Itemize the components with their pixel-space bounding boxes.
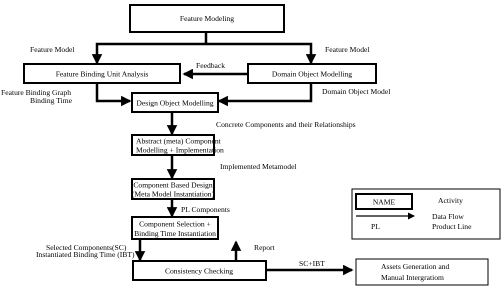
node-cbd-label-line2: (Meta Model Instantiation) xyxy=(131,189,215,199)
node-consistency-checking xyxy=(133,261,266,280)
label-feature-model-left: Feature Model xyxy=(30,45,75,54)
node-feature-modeling xyxy=(130,5,284,32)
label-report: Report xyxy=(254,243,275,252)
node-component-based-design xyxy=(132,179,215,199)
node-feature-binding-label: Feature Binding Unit Analysis xyxy=(55,69,149,79)
label-sc-ibt: SC+IBT xyxy=(299,259,325,268)
node-feature-binding-unit-analysis xyxy=(24,64,180,83)
label-pl-components: PL Components xyxy=(181,205,230,214)
node-abstract-label-line1: Abstract (meta) Component xyxy=(136,136,221,146)
legend xyxy=(352,189,500,239)
edge-domain-to-design xyxy=(219,83,311,101)
label-domain-object-model: Domain Object Model xyxy=(322,87,391,96)
label-implemented-metamodel: Implemented Metamodel xyxy=(220,162,297,171)
label-binding-time: Binding Time xyxy=(30,96,72,105)
label-concrete-components: Concrete Components and their Relationships xyxy=(216,120,356,129)
legend-name-label: NAME xyxy=(372,197,396,207)
legend-data-flow-label: Data Flow xyxy=(432,212,464,221)
legend-product-line-label: Product Line xyxy=(432,222,472,231)
node-domain-object-modelling xyxy=(248,64,376,83)
node-selection-label-line2: Binding Time Instantiation xyxy=(134,229,216,238)
node-abstract-label-line2: Modelling + Implementation xyxy=(136,145,224,155)
node-component-selection xyxy=(132,217,218,239)
node-feature-modeling-label: Feature Modeling xyxy=(179,14,235,23)
node-design-object-modelling xyxy=(132,93,218,112)
node-domain-object-label: Domain Object Modelling xyxy=(271,69,353,79)
edge-feature-model-left xyxy=(97,44,206,63)
edge-binding-to-design xyxy=(97,83,130,101)
node-consistency-label: Consistency Checking xyxy=(164,266,234,276)
node-assets-generation xyxy=(356,259,488,285)
legend-pl-label: PL xyxy=(371,222,380,231)
label-feedback: Feedback xyxy=(196,61,226,70)
label-feature-model-right: Feature Model xyxy=(325,45,370,54)
label-instantiated-binding-time: Instantiated Binding Time (IBT) xyxy=(36,250,135,259)
label-binding-graph: Feature Binding Graph xyxy=(1,88,72,97)
node-cbd-label-line1: Component Based Design xyxy=(133,180,213,190)
node-assets-label-line2: Manual Intergratiom xyxy=(381,273,444,282)
legend-activity-label: Activity xyxy=(438,196,463,205)
label-selected-components: Selected Components(SC) xyxy=(46,243,127,252)
node-abstract-component-modelling xyxy=(132,135,224,155)
node-selection-label-line1: Component Selection + xyxy=(139,219,211,229)
node-design-object-label: Design Object Modelling xyxy=(136,98,214,108)
node-assets-label-line1: Assets Generation and xyxy=(381,262,450,271)
